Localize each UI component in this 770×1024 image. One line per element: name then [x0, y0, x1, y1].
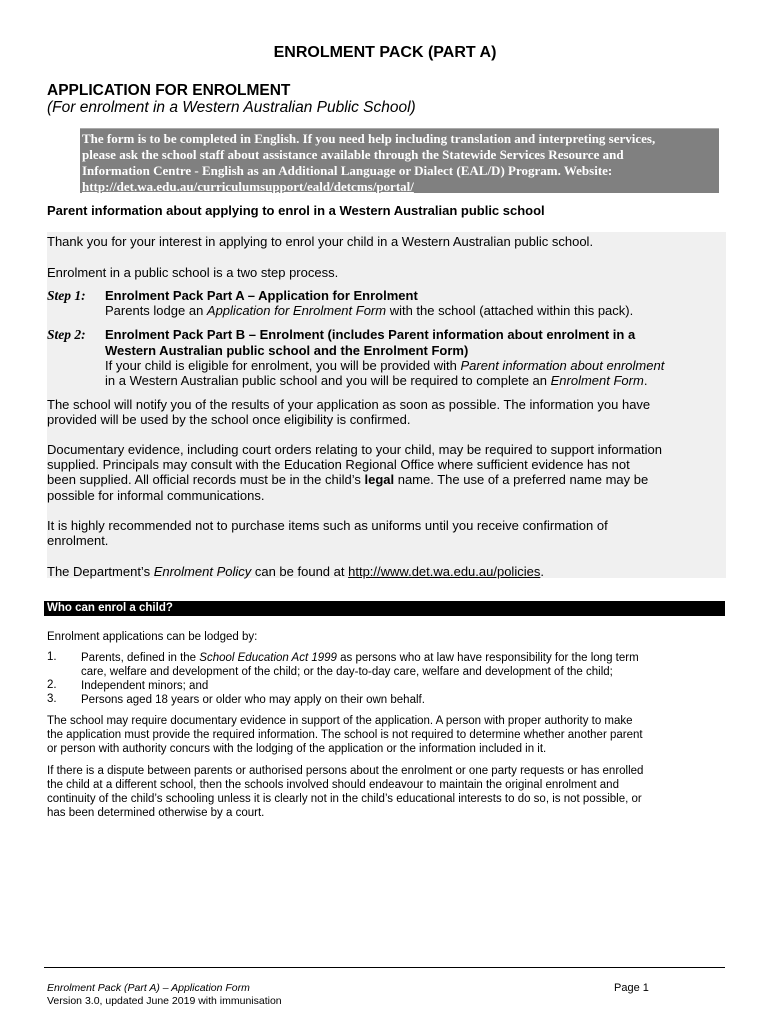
- step-2-title-line-2: Western Australian public school and the Enrolment Form): [105, 343, 469, 358]
- evidence-line-2: the application must provide the required information. The school is not required to determine whether another parent: [47, 729, 643, 741]
- section-heading-parent-info: Parent information about applying to enrol in a Western Australian public school: [47, 203, 545, 218]
- step-1-body-pre: Parents lodge an: [105, 303, 207, 318]
- list-item-1-line-2: care, welfare and development of the child; or the day-to-day care, welfare and development of the child;: [81, 666, 613, 678]
- page-number: Page 1: [614, 982, 649, 994]
- notice-line-3: Information Centre - English as an Additional Language or Dialect (EAL/D) Program. Website:: [82, 163, 613, 178]
- dispute-line-1: If there is a dispute between parents or authorised persons about the enrolment or one party requests or has enrolled: [47, 765, 644, 777]
- list-number-1: 1.: [47, 651, 57, 663]
- list-item-2: Independent minors; and: [81, 680, 209, 692]
- evidence-line-3: or person with authority concurs with the lodging of the application or the information included in it.: [47, 743, 547, 755]
- step-2-title-line-1: Enrolment Pack Part B – Enrolment (includes Parent information about enrolment in a: [105, 327, 636, 342]
- language-notice-box: [80, 128, 719, 193]
- dispute-line-4: has been determined otherwise by a court.: [47, 807, 265, 819]
- list-number-3: 3.: [47, 693, 57, 705]
- doc-evidence-line-2: supplied. Principals may consult with the Education Regional Office where sufficient evidence has not: [47, 457, 630, 472]
- doc-evidence-line-3: [47, 472, 648, 488]
- dispute-line-3: continuity of the child’s schooling unless it is clearly not in the child’s educational interests to do so, is not possible, or: [47, 793, 642, 805]
- policy-post: .: [540, 564, 544, 579]
- doc-line3-bold: legal: [364, 472, 395, 487]
- step-2-body2-post: .: [643, 373, 648, 388]
- footer-divider: [44, 967, 725, 968]
- dispute-line-2: the child at a different school, then the schools involved should endeavour to maintain the original enrolment and: [47, 779, 619, 791]
- notice-line-1: The form is to be completed in English. If you need help including translation and interpreting services,: [82, 131, 656, 146]
- uniform-line-1: It is highly recommended not to purchase items such as uniforms until you receive confirmation of: [47, 518, 608, 533]
- footer-form-name: Enrolment Pack (Part A) – Application Form: [47, 982, 250, 994]
- step-1-label: Step 1:: [47, 288, 86, 303]
- footer-version: Version 3.0, updated June 2019 with immunisation: [47, 995, 282, 1007]
- item1-post: as persons who at law have responsibility for the long term: [336, 652, 639, 664]
- policy-em: Enrolment Policy: [153, 564, 252, 579]
- form-subheading: (For enrolment in a Western Australian Public School): [47, 99, 416, 116]
- policies-link[interactable]: http://www.det.wa.edu.au/policies: [348, 564, 541, 579]
- intro-text: Thank you for your interest in applying to enrol your child in a Western Australian public school.: [47, 234, 594, 249]
- notice-line-2: please ask the school staff about assistance available through the Statewide Services Resource and: [82, 147, 624, 162]
- step-2-body1-pre: If your child is eligible for enrolment, you will be provided with: [105, 358, 461, 373]
- form-heading: APPLICATION FOR ENROLMENT: [47, 82, 291, 99]
- eald-portal-link[interactable]: http://det.wa.edu.au/curriculumsupport/eald/detcms/portal/: [82, 179, 414, 194]
- item1-pre: Parents, defined in the: [81, 652, 200, 664]
- step-2-body-line-2: [105, 373, 647, 389]
- step-2-body2-pre: in a Western Australian public school and you will be required to complete an: [105, 373, 551, 388]
- step-1-body-em: Application for Enrolment Form: [206, 303, 387, 318]
- step-2-label: Step 2:: [47, 327, 86, 342]
- lodged-by-text: Enrolment applications can be lodged by:: [47, 631, 258, 643]
- list-number-2: 2.: [47, 679, 57, 691]
- policy-line: [47, 564, 544, 580]
- step-2-body2-em: Enrolment Form: [550, 373, 644, 388]
- policy-pre: The Department’s: [47, 564, 154, 579]
- doc-evidence-line-4: possible for informal communications.: [47, 488, 265, 503]
- page-title: ENROLMENT PACK (PART A): [273, 44, 497, 61]
- evidence-line-1: The school may require documentary evidence in support of the application. A person with proper authority to make: [47, 715, 633, 727]
- step-2-body1-em: Parent information about enrolment: [460, 358, 665, 373]
- uniform-line-2: enrolment.: [47, 533, 109, 548]
- list-item-1-line-1: [81, 651, 639, 665]
- step-2-body-line-1: [105, 358, 664, 374]
- two-step-text: Enrolment in a public school is a two step process.: [47, 265, 339, 280]
- step-1-body: [105, 303, 633, 319]
- who-can-enrol-heading: Who can enrol a child?: [44, 601, 725, 616]
- list-item-3: Persons aged 18 years or older who may apply on their own behalf.: [81, 694, 425, 706]
- step-1-title: Enrolment Pack Part A – Application for Enrolment: [105, 288, 418, 303]
- item1-em: School Education Act 1999: [199, 652, 337, 664]
- notify-line-2: provided will be used by the school once eligibility is confirmed.: [47, 412, 411, 427]
- policy-mid: can be found at: [251, 564, 349, 579]
- step-1-body-post: with the school (attached within this pack).: [386, 303, 634, 318]
- doc-line3-post: name. The use of a preferred name may be: [394, 472, 649, 487]
- doc-evidence-line-1: Documentary evidence, including court orders relating to your child, may be required to support information: [47, 442, 662, 457]
- doc-line3-pre: been supplied. All official records must be in the child’s: [47, 472, 365, 487]
- notify-line-1: The school will notify you of the results of your application as soon as possible. The information you have: [47, 397, 651, 412]
